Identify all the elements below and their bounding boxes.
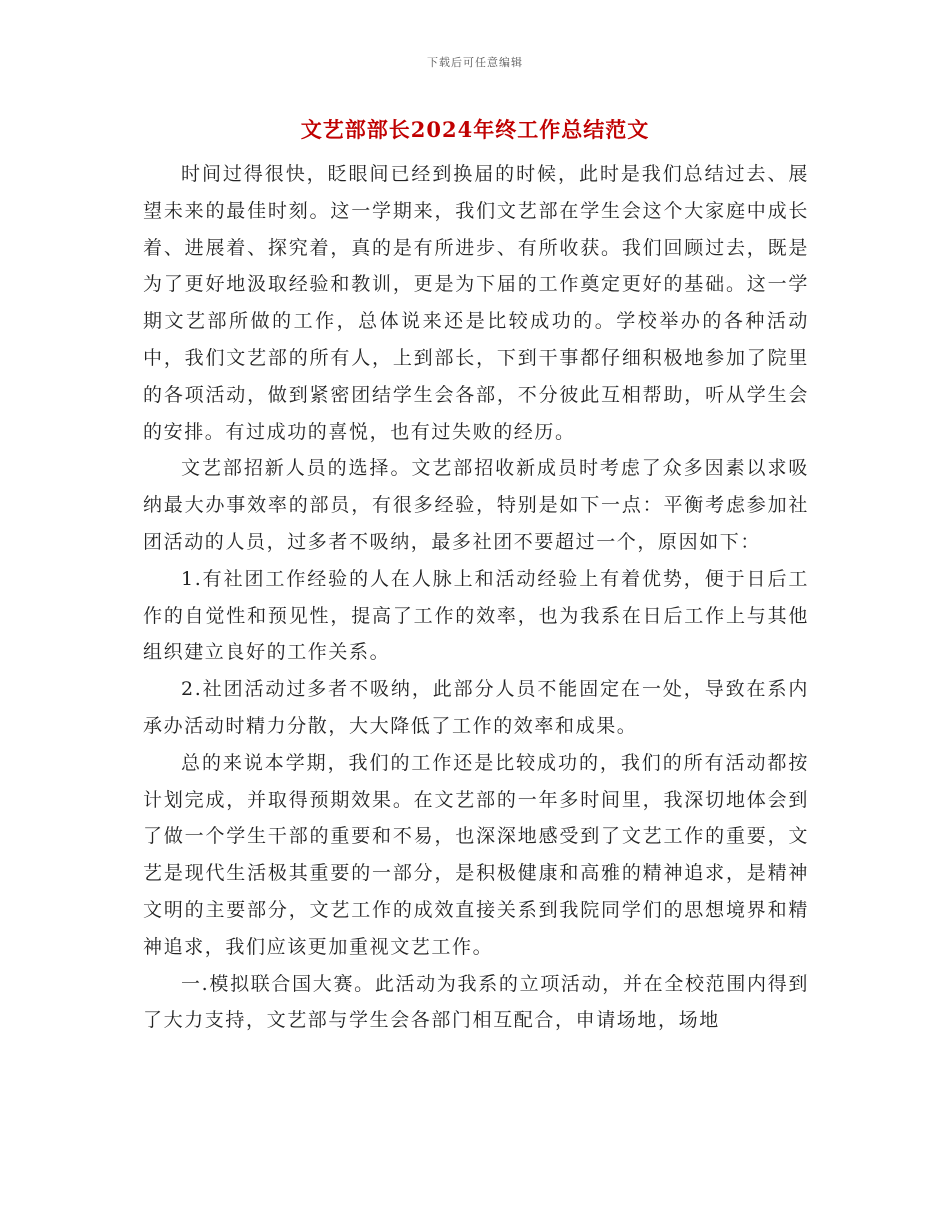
- document-body: [143, 156, 809, 1039]
- paragraph-reason-2: 2.社团活动过多者不吸纳，此部分人员不能固定在一处，导致在系内承办活动时精力分散，大大降低了工作的效率和成果。: [143, 678, 809, 737]
- document-title: 文艺部部长2024年终工作总结范文: [300, 117, 650, 142]
- paragraph-recruitment: 文艺部招新人员的选择。文艺部招收新成员时考虑了众多因素以求吸纳最大办事效率的部员，有很多经验，特别是如下一点：平衡考虑参加社团活动的人员，过多者不吸纳，最多社团不要超过一个，原因如下：: [143, 457, 809, 553]
- paragraph-summary: 总的来说本学期，我们的工作还是比较成功的，我们的所有活动都按计划完成，并取得预期效果。在文艺部的一年多时间里，我深切地体会到了做一个学生干部的重要和不易，也深深地感受到了文艺工作的重要，文艺是现代生活极其重要的一部分，是积极健康和高雅的精神追求，是精神文明的主要部分，文艺工作的成效直接关系到我院同学们的思想境界和精神追求，我们应该更加重视文艺工作。: [143, 751, 809, 958]
- paragraph-reason-1: 1.有社团工作经验的人在人脉上和活动经验上有着优势，便于日后工作的自觉性和预见性，提高了工作的效率，也为我系在日后工作上与其他组织建立良好的工作关系。: [143, 567, 809, 664]
- paragraph-intro: 时间过得很快，眨眼间已经到换届的时候，此时是我们总结过去、展望未来的最佳时刻。这一学期来，我们文艺部在学生会这个大家庭中成长着、进展着、探究着，真的是有所进步、有所收获。我们回顾过去，既是为了更好地汲取经验和教训，更是为下届的工作奠定更好的基础。这一学期文艺部所做的工作，总体说来还是比较成功的。学校举办的各种活动中，我们文艺部的所有人，上到部长，下到干事都仔细积极地参加了院里的各项活动，做到紧密团结学生会各部，不分彼此互相帮助，听从学生会的安排。有过成功的喜悦，也有过失败的经历。: [143, 163, 809, 443]
- header-note: 下载后可任意编辑: [427, 56, 523, 69]
- paragraph-model-un: 一.模拟联合国大赛。此活动为我系的立项活动，并在全校范围内得到了大力支持，文艺部与学生会各部门相互配合，申请场地，场地: [143, 972, 809, 1032]
